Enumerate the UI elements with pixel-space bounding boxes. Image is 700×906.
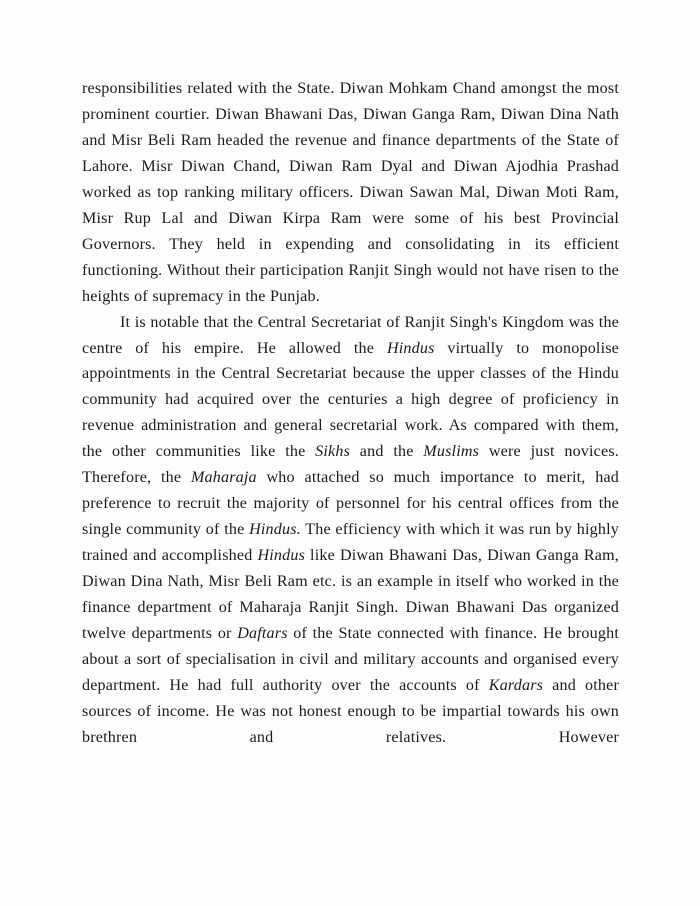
text-run: and other sources of income. He was not honest enough to be impartial towards his own brethren and relatives. However [82, 676, 619, 746]
text-run: It is notable that the Central Secretariat of Ranjit Singh's Kingdom was the centre of his empire. He allowed the [82, 313, 619, 357]
text-run: and the [350, 443, 424, 461]
emphasised-term: Sikhs [315, 443, 351, 461]
paragraph [82, 76, 619, 310]
text-run: responsibilities related with the State. Diwan Mohkam Chand amongst the most prominent courtier. Diwan Bhawani Das, Diwan Ganga Ram, Diwan Dina Nath and Misr Beli Ram headed the revenue and finance departments of the State of Lahore. Misr Diwan Chand, Diwan Ram Dyal and Diwan Ajodhia Prashad worked as top ranking military officers. Diwan Sawan Mal, Diwan Moti Ram, Misr Rup Lal and Diwan Kirpa Ram were some of his best Provincial Governors. They held in expending and consolidating in its efficient functioning. Without their participation Ranjit Singh would not have risen to the heights of supremacy in the Punjab. [82, 80, 619, 305]
emphasised-term: Hindus [257, 547, 306, 565]
text-run: The efficiency with which it was run by highly trained and accomplished [82, 521, 619, 565]
emphasised-term: Maharaja [190, 469, 257, 487]
emphasised-term: Muslims [423, 443, 480, 461]
text-run: of the State connected with finance. He brought about a sort of specialisation in civil and military accounts and organised every department. He had full authority over the accounts of [82, 625, 619, 694]
body-text-column [82, 76, 619, 751]
text-run: were just novices. Therefore, the [82, 443, 619, 487]
text-run: virtually to monopolise appointments in the Central Secretariat because the upper classes of the Hindu community had acquired over the centuries a high degree of proficiency in revenue administration and general secretarial work. As compared with them, the other communities like the [82, 339, 619, 461]
text-run: like Diwan Bhawani Das, Diwan Ganga Ram, Diwan Dina Nath, Misr Beli Ram etc. is an example in itself who worked in the finance department of Maharaja Ranjit Singh. Diwan Bhawani Das organized twelve departments or [82, 547, 619, 643]
emphasised-term: Daftars [237, 625, 288, 643]
text-run: who attached so much importance to merit, had preference to recruit the majority of personnel for his central offices from the single community of the [82, 469, 620, 539]
emphasised-term: Hindus. [249, 521, 301, 539]
emphasised-term: Kardars [488, 676, 544, 694]
paragraph [82, 310, 619, 751]
emphasised-term: Hindus [386, 339, 435, 357]
